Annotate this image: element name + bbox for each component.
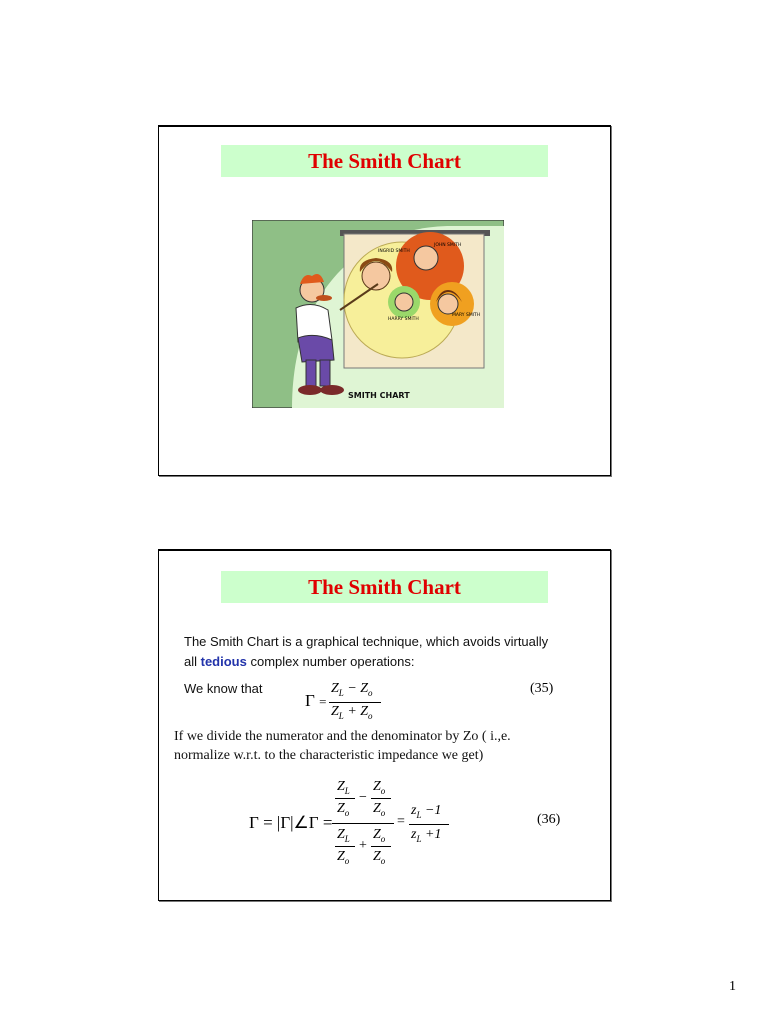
face-label-harry: HARRY SMITH [388,317,419,322]
slide-2: The Smith Chart The Smith Chart is a graphical technique, which avoids virtually all tedious complex number operations: We know that Γ = $Z_L - Z_o$ $Z_L + Z_o$ (35) If we divide the numerator and the denominator by Zo ( i.,e. normalize w.r.t. to the characteristic impedance we get) Γ = |Γ|∠Γ = $Z_L$ $Z_o$ − $Z_o$ $Z_o$ $Z_L$ $Z_o$ + $Z_o$ $Z_o$ = $z_L -1$ $z_L +1$ (36) [158,549,611,901]
equation-number-36: (36) [537,812,561,827]
slide-title: The Smith Chart [221,571,548,603]
page-number: 1 [729,979,736,994]
cartoon-caption: SMITH CHART [348,391,410,400]
smith-chart-cartoon [252,220,504,408]
intro-line-1: The Smith Chart is a graphical technique, which avoids virtually [184,634,549,649]
intro-suffix: complex number operations: [246,654,415,669]
slide-title: The Smith Chart [221,145,548,177]
intro-prefix: all [184,654,201,669]
divide-text-line-2: normalize w.r.t. to the characteristic impedance we get) [174,748,484,763]
face-label-ingrid: INGRID SMITH [378,249,410,254]
intro-line-2 [184,654,415,669]
divide-text-line-1: If we divide the numerator and the denominator by Zo ( i.,e. [174,729,511,744]
equation-number-35: (35) [530,681,554,696]
face-label-mary: MARY SMITH [452,313,481,318]
we-know-that: We know that [184,681,263,696]
face-label-john: JOHN SMITH [434,243,462,248]
emphasis-tedious: tedious [200,654,247,669]
slide-1 [158,125,611,476]
